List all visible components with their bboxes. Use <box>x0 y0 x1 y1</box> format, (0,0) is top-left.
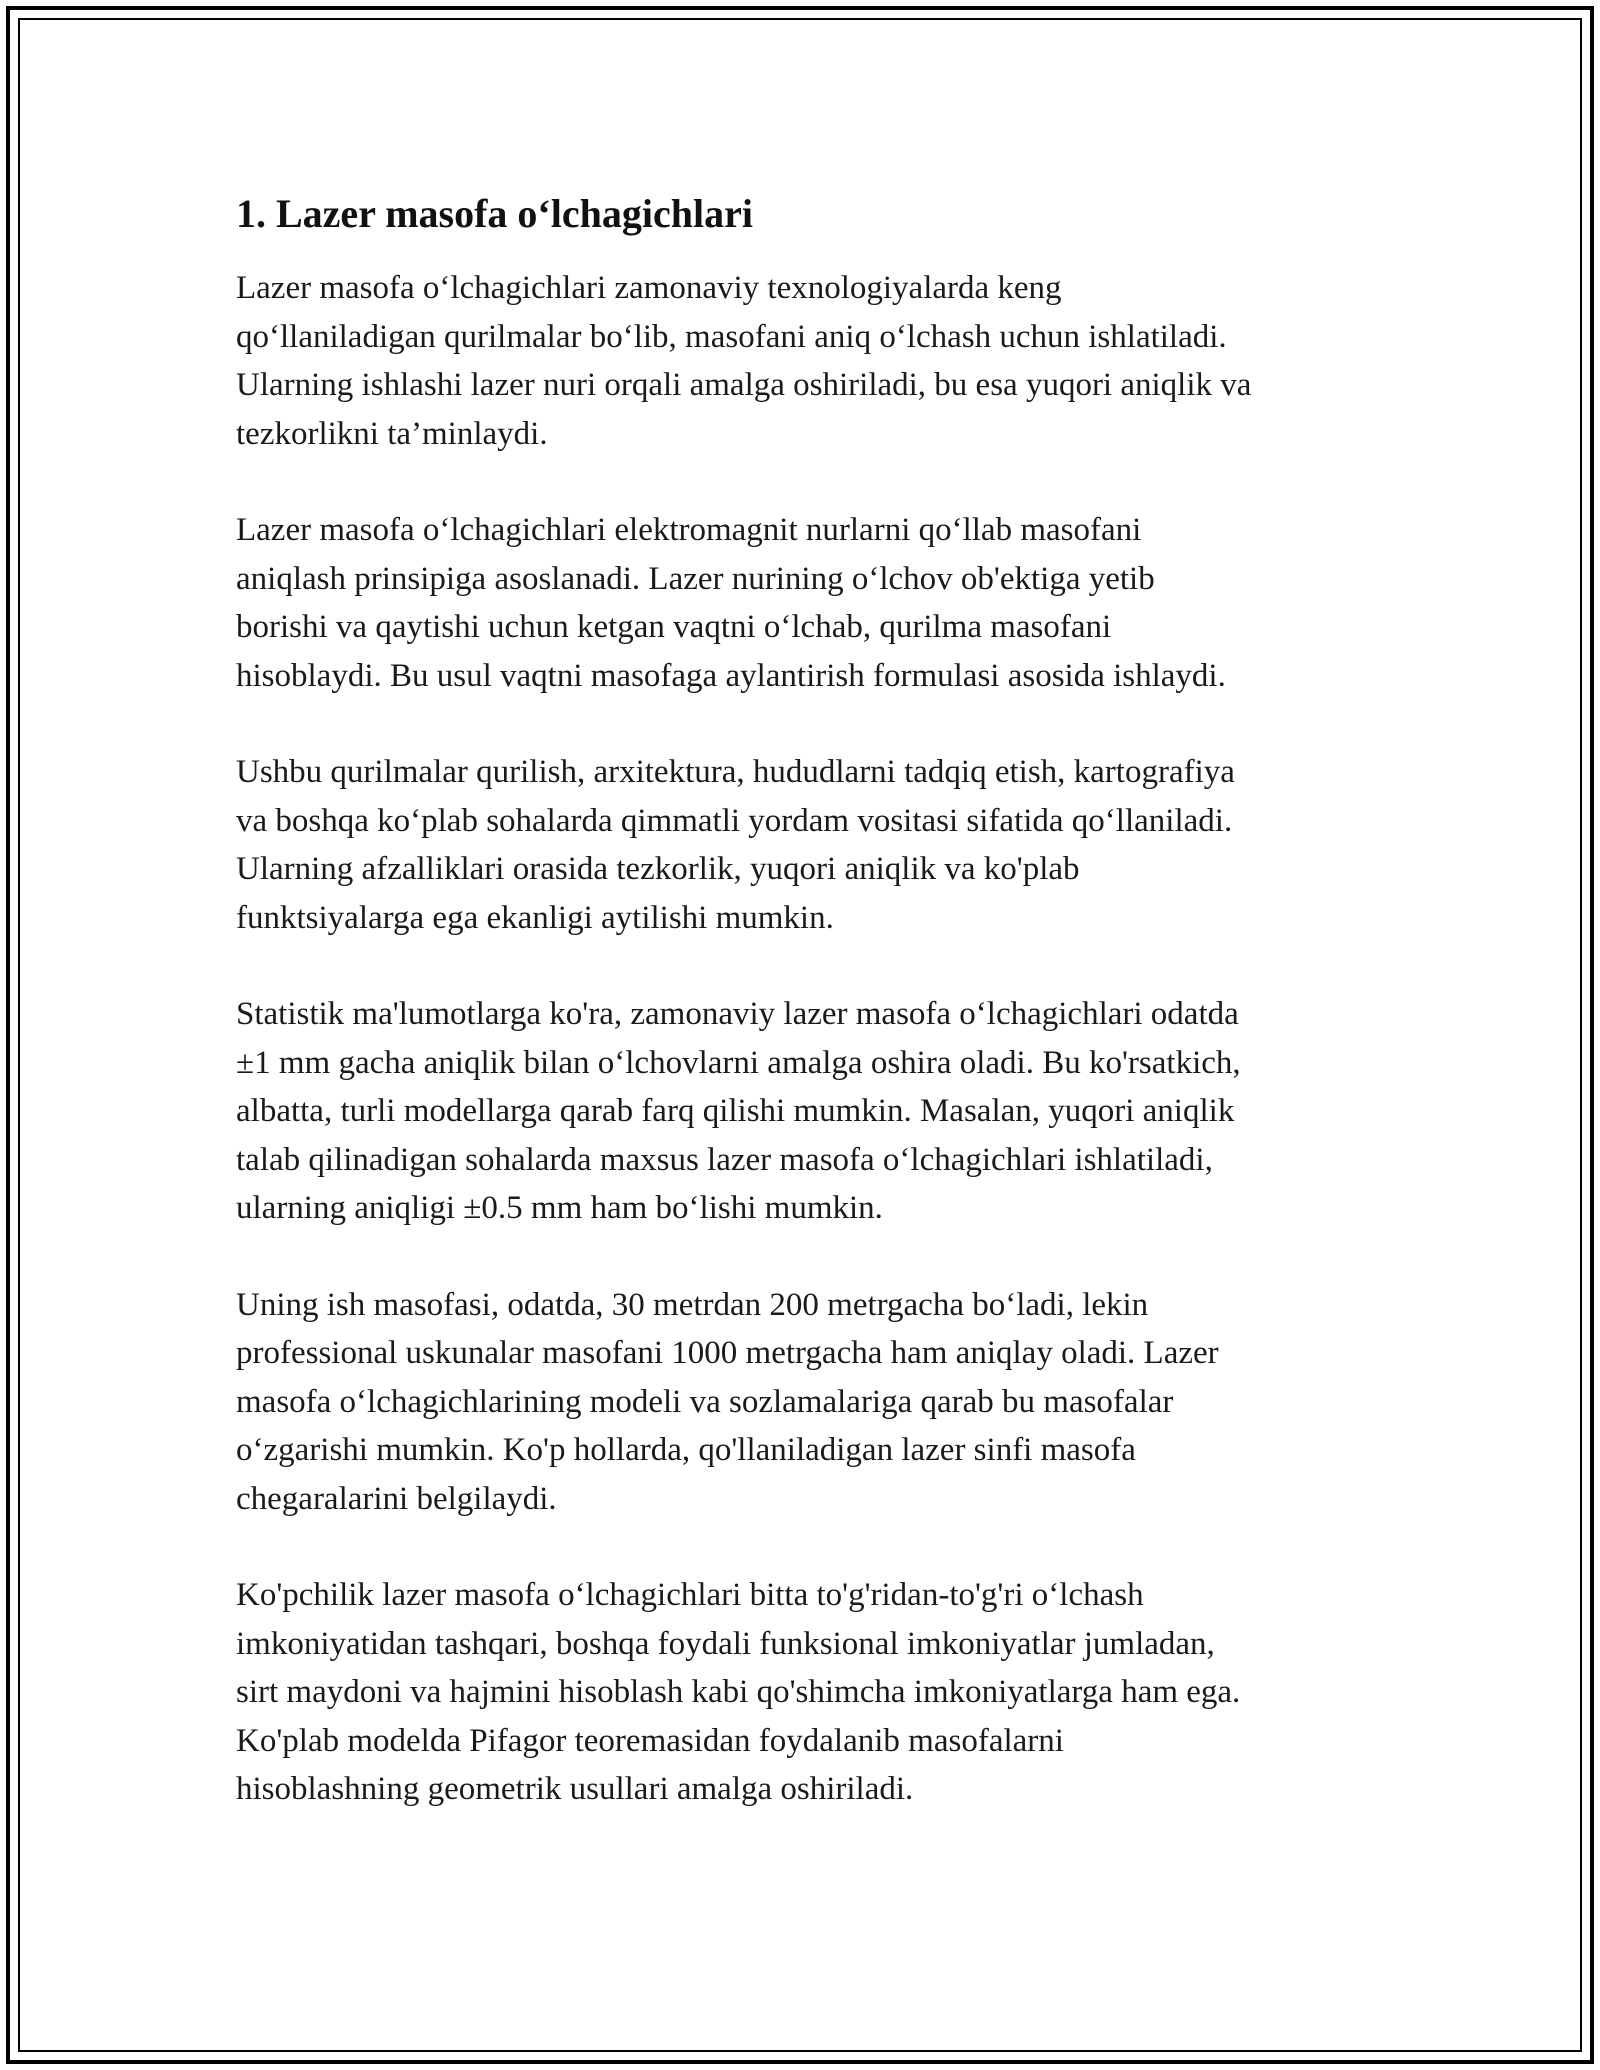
paragraph-principle: Lazer masofa o‘lchagichlari elektromagnit nurlarni qo‘llab masofani aniqlash prinsipiga asoslanadi. Lazer nurining o‘lchov ob'ektiga yetib borishi va qaytishi uchun ketgan vaqtni o‘lchab, qurilma masofani hisoblaydi. Bu usul vaqtni masofaga aylantirish formulasi asosida ishlaydi. <box>236 512 1226 694</box>
paragraph-accuracy: Statistik ma'lumotlarga ko'ra, zamonaviy lazer masofa o‘lchagichlari odatda ±1 mm gacha aniqlik bilan o‘lchovlarni amalga oshira oladi. Bu ko'rsatkich, albatta, turli modellarga qarab farq qilishi mumkin. Masalan, yuqori aniqlik talab qilinadigan sohalarda maxsus lazer masofa o‘lchagichlari ishlatiladi, ularning aniqligi ±0.5 mm ham bo‘lishi mumkin. <box>236 996 1241 1226</box>
document-body <box>236 186 1376 1862</box>
paragraph-range: Uning ish masofasi, odatda, 30 metrdan 200 metrgacha bo‘ladi, lekin professional uskunalar masofani 1000 metrgacha ham aniqlay oladi. Lazer masofa o‘lchagichlarining modeli va sozlamalariga qarab bu masofalar o‘zgarishi mumkin. Ko'p hollarda, qo'llaniladigan lazer sinfi masofa chegaralarini belgilaydi. <box>236 1286 1219 1517</box>
paragraph-features: Ko'pchilik lazer masofa o‘lchagichlari bitta to'g'ridan-to'g'ri o‘lchash imkoniyatidan tashqari, boshqa foydali funksional imkoniyatlar jumladan, sirt maydoni va hajmini hisoblash kabi qo'shimcha imkoniyatlarga ham ega. Ko'plab modelda Pifagor teoremasidan foydalanib masofalarni hisoblashning geometrik usullari amalga oshiriladi. <box>236 1577 1241 1807</box>
section-heading: 1. Lazer masofa o‘lchagichlari <box>236 191 753 236</box>
paragraph-applications: Ushbu qurilmalar qurilish, arxitektura, hududlarni tadqiq etish, kartografiya va boshqa ko‘plab sohalarda qimmatli yordam vositasi sifatida qo‘llaniladi. Ularning afzalliklari orasida tezkorlik, yuqori aniqlik va ko'plab funktsiyalarga ega ekanligi aytilishi mumkin. <box>236 754 1235 936</box>
paragraph-intro: Lazer masofa o‘lchagichlari zamonaviy texnologiyalarda keng qo‘llaniladigan qurilmalar bo‘lib, masofani aniq o‘lchash uchun ishlatiladi. Ularning ishlashi lazer nuri orqali amalga oshiriladi, bu esa yuqori aniqlik va tezkorlikni ta’minlaydi. <box>236 270 1252 452</box>
